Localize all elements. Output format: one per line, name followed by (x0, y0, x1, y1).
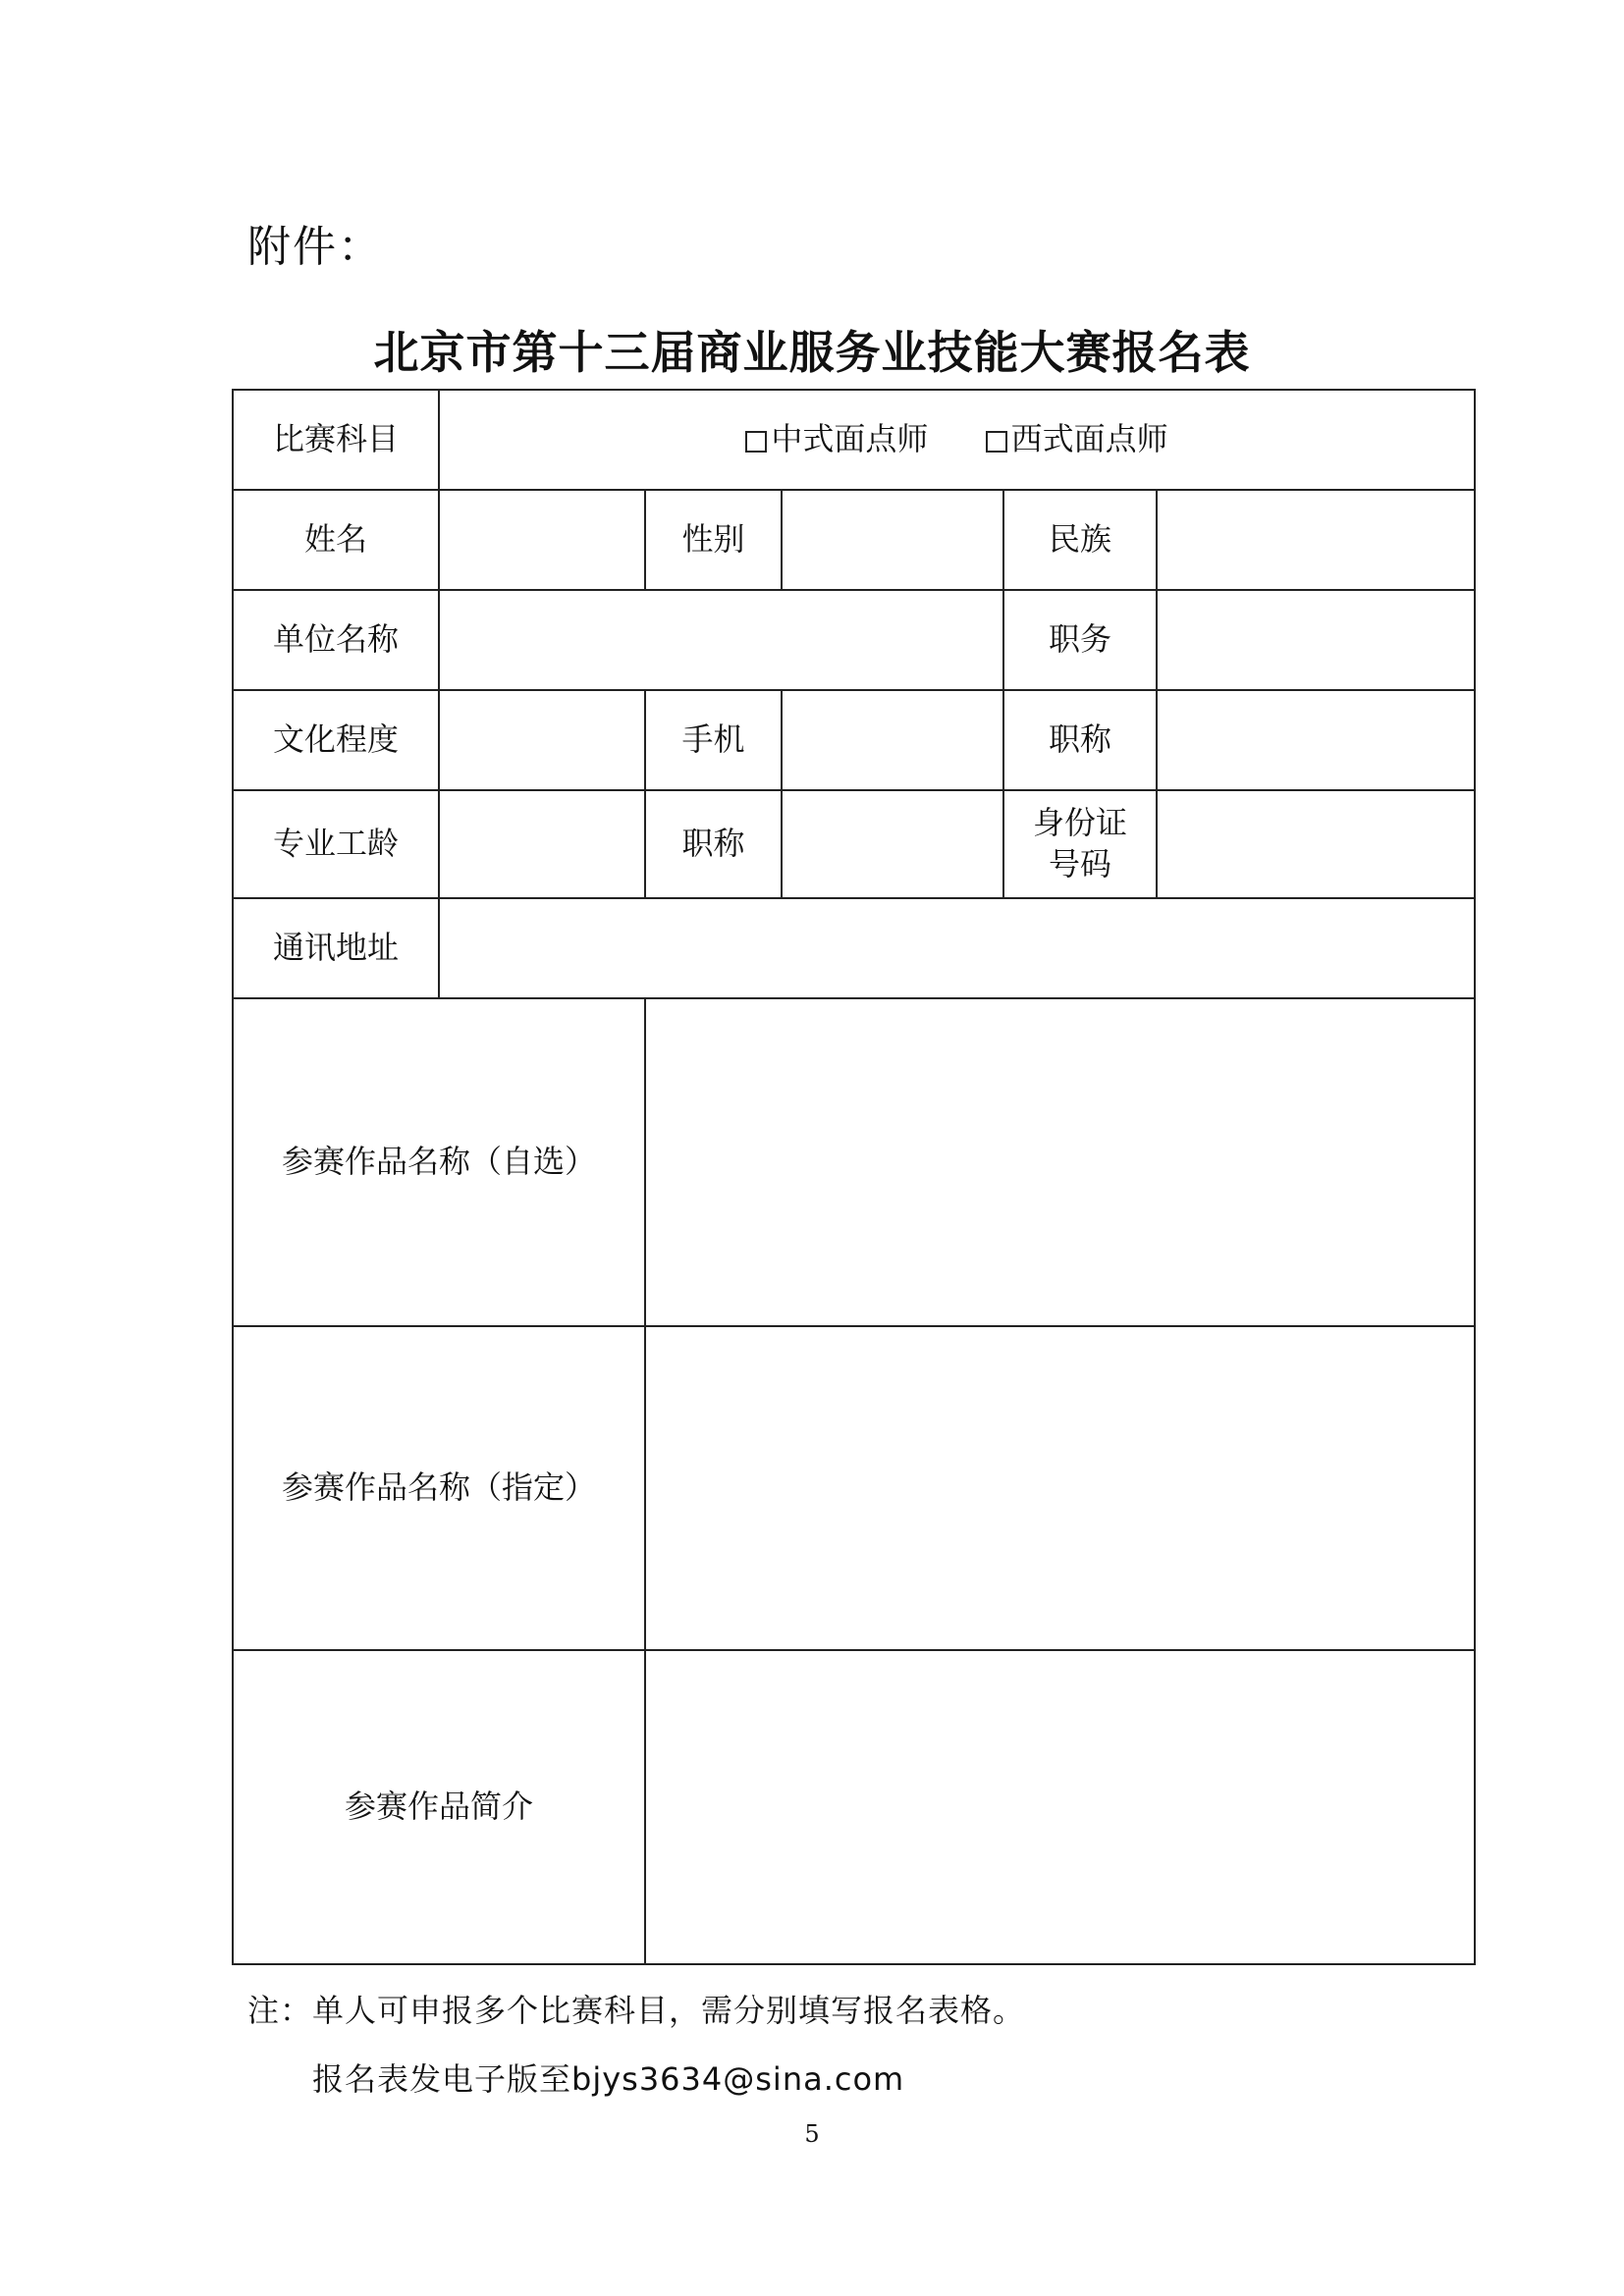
education-field[interactable] (439, 690, 645, 790)
position-field[interactable] (1157, 590, 1475, 690)
id-number-label: 身份证 号码 (1003, 790, 1157, 898)
work-years-field[interactable] (439, 790, 645, 898)
gender-label: 性别 (645, 490, 782, 590)
professional-title-field-2[interactable] (782, 790, 1003, 898)
name-label: 姓名 (233, 490, 439, 590)
professional-title-label: 职称 (1003, 690, 1157, 790)
entry-name-optional-field[interactable] (645, 998, 1475, 1326)
education-label: 文化程度 (233, 690, 439, 790)
page-number: 5 (804, 2120, 820, 2148)
entry-name-optional-label: 参赛作品名称（自选） (233, 998, 645, 1326)
professional-title-label-2: 职称 (645, 790, 782, 898)
footnote: 注：单人可申报多个比赛科目，需分别填写报名表格。 (247, 1992, 1026, 2029)
registration-form-table (232, 389, 1476, 1965)
ethnicity-label: 民族 (1003, 490, 1157, 590)
address-label: 通讯地址 (233, 898, 439, 998)
mobile-field[interactable] (782, 690, 1003, 790)
option-chinese-pastry[interactable]: 中式面点师 (745, 419, 928, 460)
position-label: 职务 (1003, 590, 1157, 690)
entry-name-assigned-label: 参赛作品名称（指定） (233, 1326, 645, 1650)
mobile-label: 手机 (645, 690, 782, 790)
entry-intro-label: 参赛作品简介 (233, 1650, 645, 1964)
employer-label: 单位名称 (233, 590, 439, 690)
id-number-field[interactable] (1157, 790, 1475, 898)
subject-options (439, 390, 1475, 490)
form-title: 北京市第十三届商业服务业技能大赛报名表 (373, 326, 1251, 379)
work-years-label: 专业工龄 (233, 790, 439, 898)
subject-label: 比赛科目 (233, 390, 439, 490)
checkbox-icon[interactable] (986, 431, 1007, 453)
option-western-pastry[interactable]: 西式面点师 (986, 419, 1168, 460)
entry-name-assigned-field[interactable] (645, 1326, 1475, 1650)
entry-intro-field[interactable] (645, 1650, 1475, 1964)
address-field[interactable] (439, 898, 1475, 998)
email-note: 报名表发电子版至bjys3634@sina.com (312, 2060, 905, 2098)
employer-field[interactable] (439, 590, 1003, 690)
gender-field[interactable] (782, 490, 1003, 590)
attachment-label: 附件： (247, 222, 383, 272)
professional-title-field[interactable] (1157, 690, 1475, 790)
ethnicity-field[interactable] (1157, 490, 1475, 590)
name-field[interactable] (439, 490, 645, 590)
checkbox-icon[interactable] (745, 431, 767, 453)
